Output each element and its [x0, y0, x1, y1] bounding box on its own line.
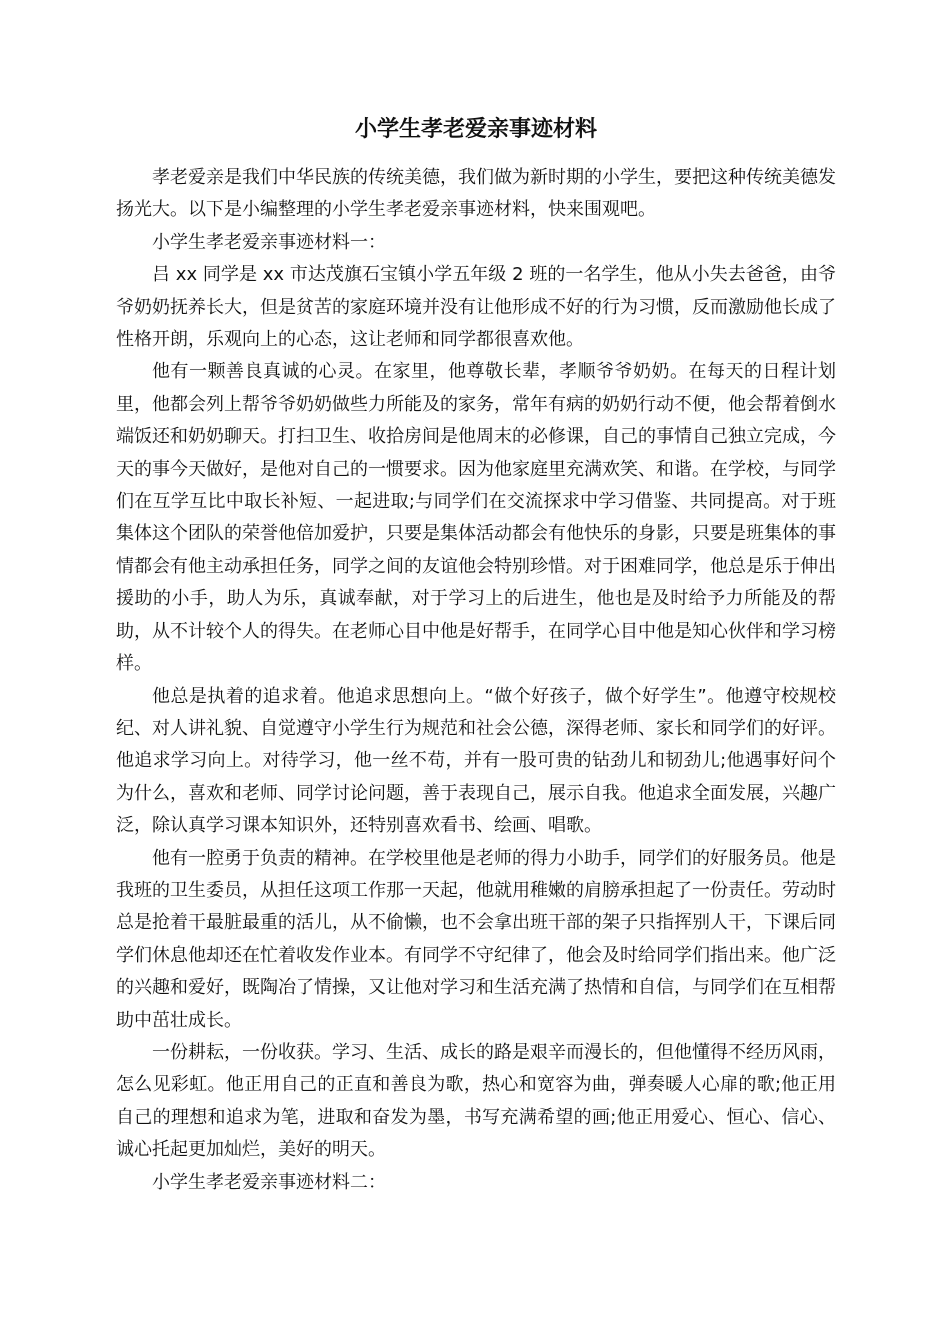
paragraph-responsibility: 他有一腔勇于负责的精神。在学校里他是老师的得力小助手，同学们的好服务员。他是我班的卫生委员，从担任这项工作那一天起，他就用稚嫩的肩膀承担起了一份责任。劳动时总是抢着干最脏最重的活儿，从不偷懒，也不会拿出班干部的架子只指挥别人干，下课后同学们休息他却还在忙着收发作业本。有同学不守纪律了，他会及时给同学们指出来。他广泛的兴趣和爱好，既陶冶了情操，又让他对学习和生活充满了热情和自信，与同学们在互相帮助中茁壮成长。 [116, 847, 836, 1031]
paragraph-kind-heart: 他有一颗善良真诚的心灵。在家里，他尊敬长辈，孝顺爷爷奶奶。在每天的日程计划里，他都会列上帮爷爷奶奶做些力所能及的家务，常年有病的奶奶行动不便，他会帮着倒水端饭还和奶奶聊天。打扫卫生、收拾房间是他周末的必修课，自己的事情自己独立完成，今天的事今天做好，是他对自己的一惯要求。因为他家庭里充满欢笑、和谐。在学校，与同学们在互学互比中取长补短、一起进取;与同学们在交流探求中学习借鉴、共同提高。对于班集体这个团队的荣誉他倍加爱护，只要是集体活动都会有他快乐的身影，只要是班集体的事情都会有他主动承担任务，同学之间的友谊他会特别珍惜。对于困难同学，他总是乐于伸出援助的小手，助人为乐，真诚奉献，对于学习上的后进生，他也是及时给予力所能及的帮助，从不计较个人的得失。在老师心目中他是好帮手，在同学心目中他是知心伙伴和学习榜样。 [116, 361, 836, 675]
paragraph-intro: 孝老爱亲是我们中华民族的传统美德，我们做为新时期的小学生，要把这种传统美德发扬光大。以下是小编整理的小学生孝老爱亲事迹材料，快来围观吧。 [116, 167, 836, 221]
paragraph-harvest: 一份耕耘，一份收获。学习、生活、成长的路是艰辛而漫长的，但他懂得不经历风雨，怎么见彩虹。他正用自己的正直和善良为歌，热心和宽容为曲，弹奏暖人心扉的歌;他正用自己的理想和追求为笔，进取和奋发为墨，书写充满希望的画;他正用爱心、恒心、信心、诚心托起更加灿烂，美好的明天。 [116, 1041, 836, 1161]
paragraph-background: 吕 xx 同学是 xx 市达茂旗石宝镇小学五年级 2 班的一名学生，他从小失去爸爸，由爷爷奶奶抚养长大，但是贫苦的家庭环境并没有让他形成不好的行为习惯，反而激励他长成了性格开朗，乐观向上的心态，这让老师和同学都很喜欢他。 [116, 264, 836, 351]
section-heading-two: 小学生孝老爱亲事迹材料二： [152, 1171, 386, 1193]
section-heading-one: 小学生孝老爱亲事迹材料一： [152, 231, 386, 253]
document-title: 小学生孝老爱亲事迹材料 [354, 117, 597, 142]
paragraph-pursuit: 他总是执着的追求着。他追求思想向上。“做个好孩子，做个好学生”。他遵守校规校纪、对人讲礼貌、自觉遵守小学生行为规范和社会公德，深得老师、家长和同学们的好评。他追求学习向上。对待学习，他一丝不苟，并有一股可贵的钻劲儿和韧劲儿;他遇事好问个为什么，喜欢和老师、同学讨论问题，善于表现自己，展示自我。他追求全面发展，兴趣广泛，除认真学习课本知识外，还特别喜欢看书、绘画、唱歌。 [116, 685, 836, 837]
document-page [116, 110, 836, 1199]
